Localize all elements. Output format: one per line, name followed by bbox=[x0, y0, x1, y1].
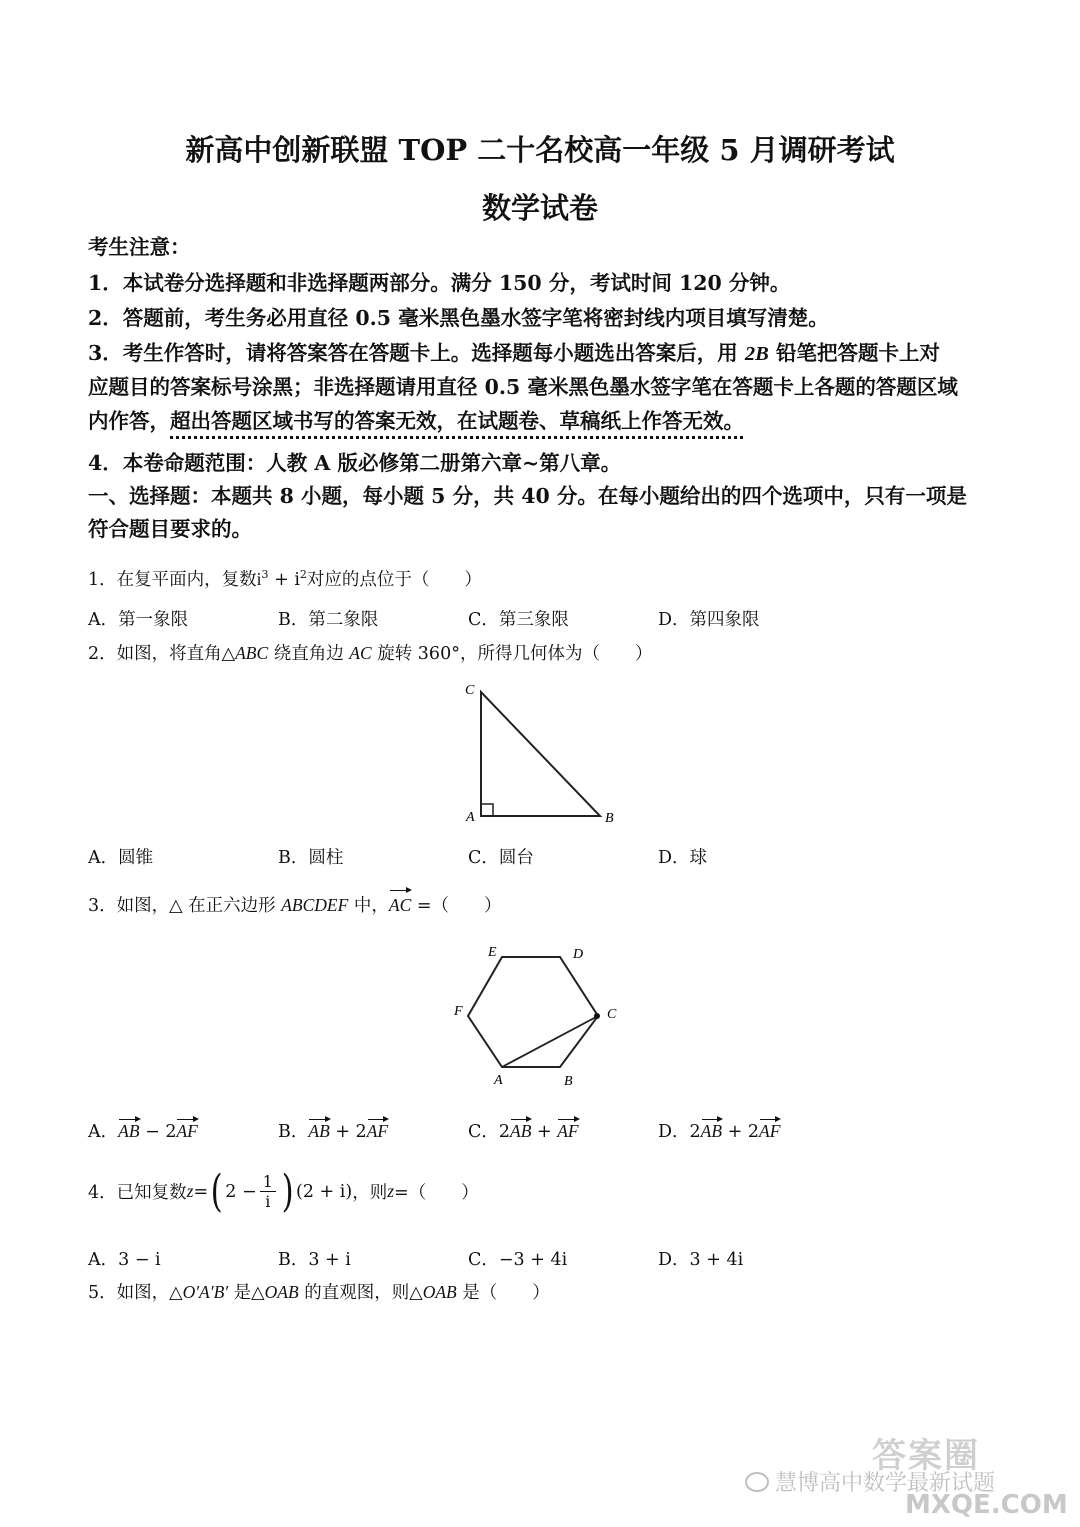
q1-option-c: C．第三象限 bbox=[468, 610, 569, 630]
question-3-stem: 3．如图，△ 在正六边形 ABCDEF 中，AC =（ ） bbox=[88, 892, 501, 919]
wechat-icon bbox=[745, 1472, 769, 1492]
q3-option-d: D．2AB + 2AF bbox=[658, 1121, 781, 1142]
notice-heading: 考生注意： bbox=[88, 235, 191, 259]
label-c: C bbox=[465, 683, 475, 698]
q4-option-d: D．3 + 4i bbox=[658, 1250, 744, 1270]
label-b: B bbox=[564, 1074, 573, 1089]
page-title: 新高中创新联盟 TOP 二十名校高一年级 5 月调研考试 bbox=[185, 133, 895, 167]
label-f: F bbox=[454, 1004, 463, 1019]
q4-option-a: A．3 − i bbox=[88, 1250, 161, 1270]
question-2-stem: 2．如图，将直角△ABC 绕直角边 AC 旋转 360°，所得几何体为（ ） bbox=[88, 643, 653, 664]
q1-option-d: D．第四象限 bbox=[658, 610, 760, 630]
label-e: E bbox=[488, 945, 497, 960]
fraction: $\frac{1}{i}$ bbox=[260, 1172, 276, 1211]
q3-option-a: A．AB − 2AF bbox=[88, 1121, 198, 1142]
label-b: B bbox=[605, 811, 614, 826]
q4-option-c: C．−3 + 4i bbox=[468, 1250, 568, 1270]
question-4-stem: 4．已知复数 z = ( 2 − $\frac{1}{i}$ ) (2 + i) ，则 z =（ ） bbox=[88, 1166, 479, 1217]
question-5-stem: 5．如图，△O′A′B′ 是△OAB 的直观图，则△OAB 是（ ） bbox=[88, 1282, 550, 1303]
label-a: A bbox=[494, 1073, 503, 1088]
q2-option-d: D．球 bbox=[658, 848, 708, 868]
notice-item-3-line-1: 3．考生作答时，请将答案答在答题卡上。选择题每小题选出答案后，用 2B 铅笔把答题卡上对 bbox=[88, 341, 940, 365]
q4-option-b: B．3 + i bbox=[278, 1250, 351, 1270]
q1-option-b: B．第二象限 bbox=[278, 610, 379, 630]
wechat-watermark: 慧博高中数学最新试题 bbox=[745, 1466, 995, 1497]
q3-option-b: B．AB + 2AF bbox=[278, 1121, 389, 1142]
question-1-stem: 1．在复平面内，复数$i^3 + i^2$对应的点位于（ ） bbox=[88, 568, 482, 590]
label-a: A bbox=[466, 810, 475, 825]
label-c: C bbox=[607, 1007, 617, 1022]
page-subtitle: 数学试卷 bbox=[481, 191, 598, 225]
answer-logo: 答案圈 bbox=[872, 1436, 980, 1476]
q2-option-a: A．圆锥 bbox=[88, 848, 154, 868]
site-watermark: MXQE.COM bbox=[905, 1490, 1068, 1520]
notice-item-4: 4．本卷命题范围：人教 A 版必修第二册第六章~第八章。 bbox=[88, 451, 622, 475]
notice-item-1: 1．本试卷分选择题和非选择题两部分。满分 150 分，考试时间 120 分钟。 bbox=[88, 271, 791, 295]
q3-option-c: C．2AB + AF bbox=[468, 1121, 579, 1142]
right-triangle-figure bbox=[455, 678, 630, 828]
label-d: D bbox=[573, 947, 584, 962]
notice-item-3-line-3: 内作答，超出答题区域书写的答案无效，在试题卷、草稿纸上作答无效。 bbox=[88, 409, 744, 433]
hexagon-figure bbox=[450, 940, 630, 1090]
q2-option-b: B．圆柱 bbox=[278, 848, 344, 868]
section-heading-line-2: 符合题目要求的。 bbox=[88, 517, 252, 541]
emphasis-text: 超出答题区域书写的答案无效，在试题卷、草稿纸上作答无效。 bbox=[170, 409, 744, 433]
section-heading-line-1: 一、选择题：本题共 8 小题，每小题 5 分，共 40 分。在每小题给出的四个选项中，只有一项是 bbox=[88, 484, 967, 508]
notice-item-2: 2．答题前，考生务必用直径 0.5 毫米黑色墨水签字笔将密封线内项目填写清楚。 bbox=[88, 306, 829, 330]
q2-option-c: C．圆台 bbox=[468, 848, 534, 868]
notice-item-3-line-2: 应题目的答案标号涂黑；非选择题请用直径 0.5 毫米黑色墨水签字笔在答题卡上各题的答题区域 bbox=[88, 375, 958, 399]
q1-option-a: A．第一象限 bbox=[88, 610, 189, 630]
